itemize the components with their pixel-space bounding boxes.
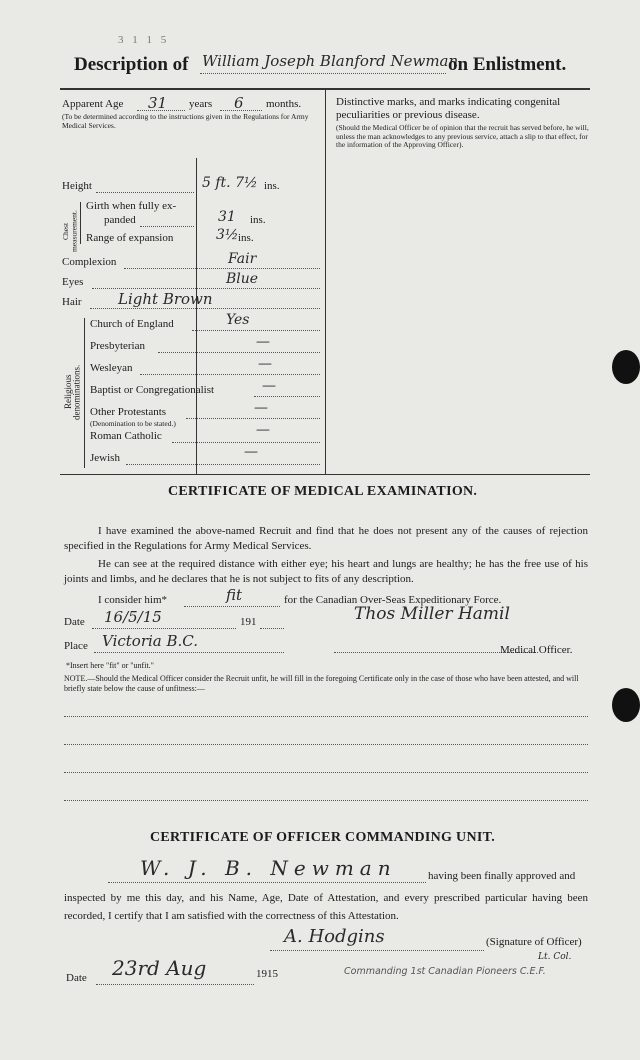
religion-mark-0: Yes bbox=[226, 312, 250, 328]
age-label: Apparent Age bbox=[62, 98, 124, 110]
binder-hole-bottom bbox=[612, 688, 640, 722]
eyes-value: Blue bbox=[226, 271, 259, 287]
medical-date-label: Date bbox=[64, 616, 85, 628]
binder-hole-top bbox=[612, 350, 640, 384]
eyes-label: Eyes bbox=[62, 276, 84, 288]
recruit-name: William Joseph Blanford Newman bbox=[202, 52, 459, 70]
religion-dots-0 bbox=[192, 330, 320, 331]
insert-fit-note: *Insert here "fit" or "unfit." bbox=[66, 661, 154, 670]
height-value: 5 ft. 7½ bbox=[202, 175, 258, 191]
religion-jewish: Jewish bbox=[90, 452, 120, 464]
hair-value: Light Brown bbox=[118, 290, 213, 308]
distinctive-marks-note: (Should the Medical Officer be of opinion that the recruit has served before, he will, unless the man acknowledges to any previous service, attach a slip to that effect, for the information of the Approving Officer). bbox=[336, 123, 589, 149]
unfit-line-4 bbox=[64, 800, 588, 801]
religion-roman-catholic: Roman Catholic bbox=[90, 430, 162, 442]
title-right: on Enlistment. bbox=[448, 54, 567, 75]
commanding-name-dots bbox=[108, 882, 426, 883]
medical-paragraph-1: I have examined the above-named Recruit and find that he does not present any of the causes of rejection specified in the Regulations for Army Medical Services. bbox=[64, 525, 588, 552]
complexion-dots bbox=[124, 268, 320, 269]
signature-of-officer-label: (Signature of Officer) bbox=[486, 936, 582, 948]
commanding-officer-signature: A. Hodgins bbox=[284, 926, 385, 947]
medical-date-value: 16/5/15 bbox=[104, 608, 162, 626]
height-ins: ins. bbox=[264, 180, 280, 192]
religion-dots-5 bbox=[172, 442, 320, 443]
range-value: 3½ bbox=[216, 227, 239, 243]
range-label: Range of expansion bbox=[86, 232, 174, 244]
title-left: Description of bbox=[74, 54, 189, 75]
religion-other-protestants: Other Protestants bbox=[90, 406, 167, 418]
commanding-signed-name: W. J. B. Newman bbox=[140, 856, 397, 880]
religion-baptist: Baptist or Congregationalist bbox=[90, 384, 215, 396]
religion-bracket bbox=[84, 318, 85, 468]
age-years: 31 bbox=[148, 94, 168, 112]
religion-mark-5: — bbox=[256, 422, 270, 438]
commanding-date-label: Date bbox=[66, 972, 87, 984]
medical-paragraph-2: He can see at the required distance with either eye; his heart and lungs are healthy; he has the free use of his joints and limbs, and he declares that he is not subject to fits of any description. bbox=[64, 558, 588, 585]
commanding-year-label: 1915 bbox=[256, 968, 278, 980]
religion-label: Religious denominations. bbox=[63, 364, 82, 420]
girth-dots bbox=[140, 226, 194, 227]
religion-dots-2 bbox=[140, 374, 320, 375]
religion-mark-4: — bbox=[254, 400, 268, 416]
height-label: Height bbox=[62, 180, 92, 192]
unfit-line-2 bbox=[64, 744, 588, 745]
age-note: (To be determined according to the instructions given in the Regulations for Army Medical Services. bbox=[62, 112, 309, 130]
commanding-certificate-title: CERTIFICATE OF OFFICER COMMANDING UNIT. bbox=[150, 830, 496, 845]
age-years-dots bbox=[137, 110, 185, 111]
medical-officer-signature: Thos Miller Hamil bbox=[354, 604, 510, 624]
unfit-note: NOTE.—Should the Medical Officer consider the Recruit unfit, he will fill in the foregoing Certificate only in the case of those who have been attested, and will briefly state below the cause of unfitness:— bbox=[64, 674, 579, 693]
religion-mark-3: — bbox=[262, 378, 276, 394]
commanding-paragraph: inspected by me this day, and his Name, Age, Date of Attestation, and every prescribed particular having been recorded, I certify that I am satisfied with the correctness of this Attestation. bbox=[64, 892, 588, 922]
consider-dots bbox=[184, 606, 280, 607]
age-months-dots bbox=[220, 110, 262, 111]
chest-label: Chest measurement. bbox=[61, 210, 79, 252]
religion-church-of-england: Church of England bbox=[90, 318, 174, 330]
hair-dots bbox=[90, 308, 320, 309]
eyes-dots bbox=[92, 288, 320, 289]
commanding-date-value: 23rd Aug bbox=[112, 956, 207, 980]
complexion-value: Fair bbox=[228, 251, 257, 267]
other-protestants-note: (Denomination to be stated.) bbox=[90, 419, 176, 428]
religion-dots-4 bbox=[186, 418, 320, 419]
top-stamp: 3 1 1 5 bbox=[118, 34, 170, 46]
consider-suffix: for the Canadian Over-Seas Expeditionary Force. bbox=[284, 594, 502, 606]
consider-value: fit bbox=[226, 586, 243, 604]
commanding-rank: Lt. Col. bbox=[538, 952, 572, 962]
hair-label: Hair bbox=[62, 296, 82, 308]
consider-label: I consider him* bbox=[98, 594, 168, 606]
months-label: months. bbox=[266, 98, 302, 110]
column-divider bbox=[325, 88, 326, 474]
religion-mark-1: — bbox=[256, 334, 270, 350]
religion-dots-3 bbox=[254, 396, 320, 397]
religion-mark-6: — bbox=[244, 444, 258, 460]
commanding-signature-dots bbox=[270, 950, 484, 951]
medical-place-value: Victoria B.C. bbox=[102, 632, 199, 650]
name-dotted-line bbox=[200, 73, 446, 74]
religion-wesleyan: Wesleyan bbox=[90, 362, 133, 374]
box-bottom-rule bbox=[60, 474, 590, 475]
commanding-date-dots bbox=[96, 984, 254, 985]
range-ins: ins. bbox=[238, 232, 254, 244]
medical-year-dots bbox=[260, 628, 284, 629]
medical-certificate-title: CERTIFICATE OF MEDICAL EXAMINATION. bbox=[168, 484, 478, 499]
value-column-divider bbox=[196, 158, 197, 474]
distinctive-marks-heading: Distinctive marks, and marks indicating congenital peculiarities or previous disease. bbox=[336, 96, 561, 121]
girth-ins: ins. bbox=[250, 214, 266, 226]
religion-mark-2: — bbox=[258, 356, 272, 372]
age-months: 6 bbox=[234, 94, 244, 112]
medical-place-label: Place bbox=[64, 640, 88, 652]
religion-dots-1 bbox=[158, 352, 320, 353]
religion-dots-6 bbox=[126, 464, 320, 465]
girth-label-1: Girth when fully ex- bbox=[86, 200, 177, 212]
unfit-line-3 bbox=[64, 772, 588, 773]
girth-label-2: panded bbox=[104, 214, 136, 226]
girth-value: 31 bbox=[218, 209, 236, 225]
chest-bracket bbox=[80, 202, 81, 244]
years-label: years bbox=[189, 98, 213, 110]
medical-year-label: 191 bbox=[240, 616, 257, 628]
medical-officer-label: Medical Officer. bbox=[500, 644, 573, 656]
commanding-unit-stamp: Commanding 1st Canadian Pioneers C.E.F. bbox=[344, 966, 546, 977]
unfit-line-1 bbox=[64, 716, 588, 717]
religion-presbyterian: Presbyterian bbox=[90, 340, 145, 352]
medical-date-dots bbox=[92, 628, 236, 629]
complexion-label: Complexion bbox=[62, 256, 117, 268]
medical-place-dots bbox=[94, 652, 284, 653]
commanding-p1-suffix: having been finally approved and bbox=[428, 870, 576, 882]
height-dots bbox=[96, 192, 194, 193]
